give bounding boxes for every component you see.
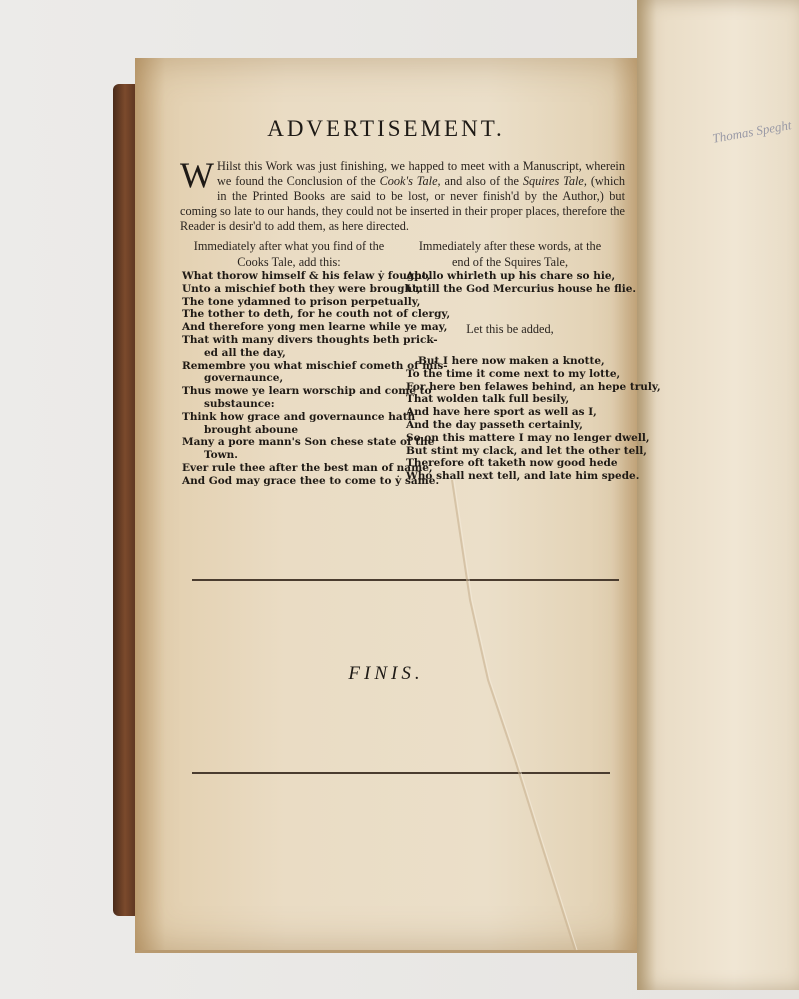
finis-text: FINIS.	[348, 663, 424, 684]
intro-text-1: Hilst this Work was just finishing, we happed to meet with a Manuscript, wherein we found the Conclusion of the	[216, 159, 625, 188]
squires-tale-title: Squires Tale,	[522, 174, 587, 188]
page-title: ADVERTISEMENT.	[267, 116, 505, 141]
verse-line: The tother to deth, for he couth not of clergy,	[182, 308, 451, 321]
verse-line: Therefore oft taketh now good hede	[406, 457, 618, 470]
verse-line: brought aboune	[204, 423, 299, 436]
verse-line: Who shall next tell, and late him spede.	[406, 470, 640, 483]
verse-line: Remembre you what mischief cometh of mis-	[182, 359, 448, 372]
verse-line: substaunce:	[204, 397, 275, 410]
right-heading-line2: end of the Squires Tale,	[451, 255, 569, 269]
verse-line: That wolden talk full besily,	[406, 393, 570, 406]
verse-line: Apollo whirleth up his chare so hie,	[406, 270, 616, 282]
verse-line: And have here sport as well as I,	[406, 406, 597, 419]
verse-line: Ever rule thee after the best man of name,	[182, 461, 433, 474]
verse-line: So on this mattere I may no lenger dwell,	[406, 431, 650, 444]
verse-line: And the day passeth certainly,	[406, 418, 583, 431]
intro-text-2: and also of the	[440, 174, 523, 188]
verse-line: governaunce,	[204, 372, 284, 385]
right-heading-line1: Immediately after these words, at the	[418, 239, 602, 253]
horizontal-rule-top	[192, 579, 619, 581]
left-heading-line2: Cooks Tale, add this:	[237, 255, 341, 269]
cooks-tale-title: Cook's Tale,	[379, 174, 441, 188]
verse-line: Unto a mischief both they were brought,	[182, 282, 421, 295]
verse-line: Thus mowe ye learn worschip and come to	[182, 385, 432, 398]
right-verse-block-top	[406, 270, 636, 296]
facing-page	[637, 0, 799, 990]
added-label: Let this be added,	[466, 322, 554, 336]
verse-line: But I here now maken a knotte,	[418, 355, 605, 367]
intro-text-3: (which in the Printed Books are said to be lost, or never finish'd by the Author,) but coming so late to our hands, they could not be inserted in their proper places, therefore the Reader is desir'd to add them, as here directed.	[180, 174, 625, 233]
handwritten-signature: Thomas Speght	[711, 117, 793, 146]
intro-paragraph	[180, 155, 625, 234]
verse-line: That with many divers thoughts beth prick-	[182, 333, 438, 346]
verse-line: But stint my clack, and let the other tell,	[406, 444, 647, 457]
verse-line: The tone ydamned to prison perpetually,	[182, 295, 421, 308]
verse-line: ed all the day,	[204, 346, 286, 359]
verse-line: What thorow himself & his felaw ẏ fought,	[182, 270, 431, 282]
left-column-heading	[184, 238, 394, 270]
verse-line: Town.	[204, 449, 238, 462]
left-heading-line1: Immediately after what you find of the	[193, 239, 385, 253]
verse-line: Think how grace and governaunce hath	[182, 410, 416, 423]
verse-line: To the time it come next to my lotte,	[406, 367, 621, 380]
drop-cap: W	[180, 155, 214, 195]
right-column-heading	[405, 238, 615, 270]
horizontal-rule-bottom	[192, 772, 610, 774]
verse-line: Many a pore mann's Son chese state of the	[182, 436, 435, 449]
verse-line: For here ben felawes behind, an hepe truly,	[406, 380, 661, 393]
verse-line: And God may grace thee to come to ẏ same.	[182, 474, 440, 487]
right-verse-block-bottom	[406, 355, 661, 483]
verse-line: Untill the God Mercurius house he flie.	[406, 282, 637, 295]
verse-line: And therefore yong men learne while ye may,	[182, 321, 448, 334]
